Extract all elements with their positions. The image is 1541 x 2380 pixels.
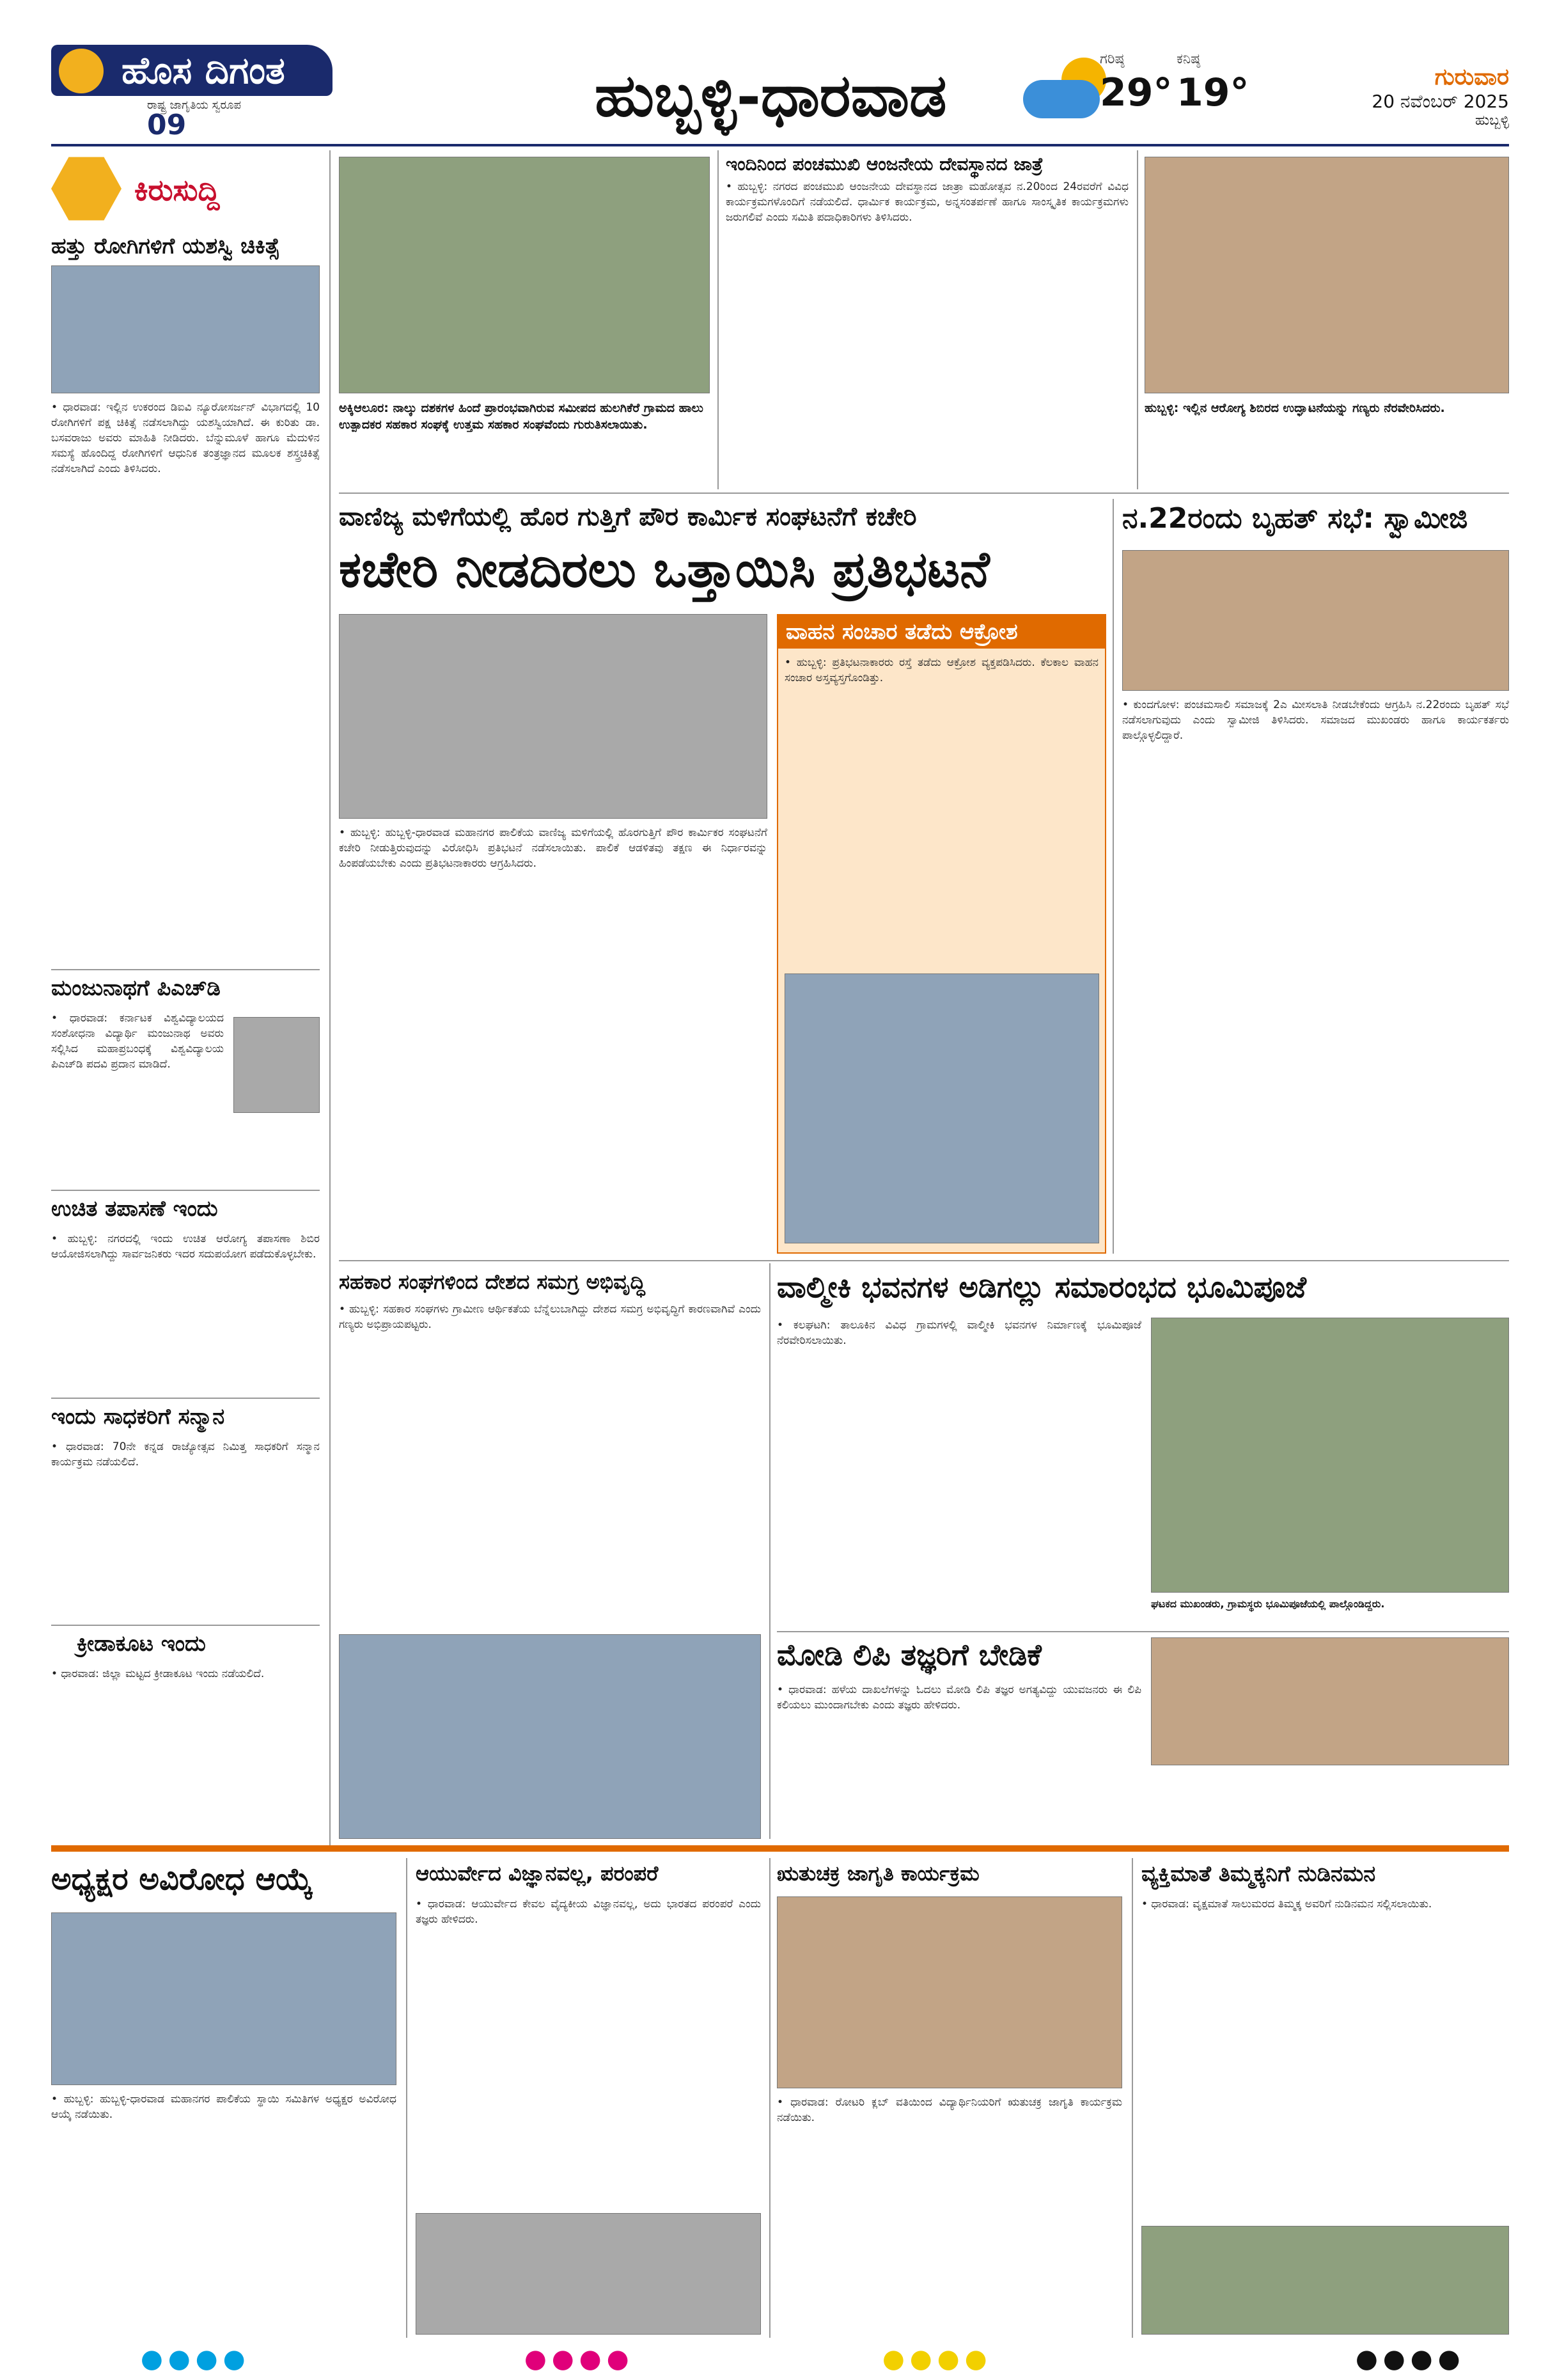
- sidebar-title: ವಾಹನ ಸಂಚಾರ ತಡೆದು ಆಕ್ರೋಶ: [778, 615, 1105, 649]
- brand-tagline: ರಾಷ್ಟ್ರ ಜಾಗೃತಿಯ ಸ್ವರೂಪ: [147, 99, 241, 112]
- divider: [339, 493, 1509, 494]
- story2-body: • ಧಾರವಾಡ: ಕರ್ನಾಟಕ ವಿಶ್ವವಿದ್ಯಾಲಯದ ಸಂಶೋಧನಾ ವಿದ್ಯಾರ್ಥಿ ಮಂಜುನಾಥ ಅವರು ಸಲ್ಲಿಸಿದ ಮಹಾಪ್ರಬಂಧಕ್ಕೆ ವಿಶ್ವವಿದ್ಯಾಲಯ ಪಿಎಚ್‌ಡಿ ಪದವಿ ಪ್ರದಾನ ಮಾಡಿದೆ.: [51, 1012, 224, 1071]
- modi-photo: [1151, 1637, 1509, 1765]
- lead-body: • ಹುಬ್ಬಳ್ಳಿ: ಹುಬ್ಬಳ್ಳಿ-ಧಾರವಾಡ ಮಹಾನಗರ ಪಾಲಿಕೆಯ ವಾಣಿಜ್ಯ ಮಳಿಗೆಯಲ್ಲಿ ಹೊರಗುತ್ತಿಗೆ ಪೌರ ಕಾರ್ಮಿಕರ ಸಂಘಟನೆಗೆ ಕಚೇರಿ ನೀಡುತ್ತಿರುವುದನ್ನು ವಿರೋಧಿಸಿ ಪ್ರತಿಭಟನೆ ನಡೆಸಲಾಯಿತು. ಪಾಲಿಕೆ ಆಡಳಿತವು ತಕ್ಷಣ ಈ ನಿರ್ಧಾರವನ್ನು ಹಿಂಪಡೆಯಬೇಕು ಎಂದು ಪ್ರತಿಭಟನಾಕಾರರು ಆಗ್ರಹಿಸಿದರು.: [339, 826, 767, 870]
- story3-headline: ಉಚಿತ ತಪಾಸಣೆ ಇಂದು: [51, 1196, 218, 1222]
- story5-headline: ಕ್ರೀಡಾಕೂಟ ಇಂದು: [77, 1631, 206, 1657]
- valmiki-photo: [1151, 1318, 1509, 1593]
- edition-title: ಹುಬ್ಬಳ್ಳಿ-ಧಾರವಾಡ: [595, 61, 947, 130]
- bottom-s3-photo: [777, 1896, 1122, 2088]
- valmiki-caption: ಘಟಕದ ಮುಖಂಡರು, ಗ್ರಾಮಸ್ಥರು ಭೂಮಿಪೂಜೆಯಲ್ಲಿ ಪಾಲ್ಗೊಂಡಿದ್ದರು.: [1151, 1598, 1385, 1610]
- modi-headline: ಮೋಡಿ ಲಿಪಿ ತಜ್ಞರಿಗೆ ಬೇಡಿಕೆ: [777, 1637, 1042, 1672]
- story1-body: • ಧಾರವಾಡ: ಇಲ್ಲಿನ ಉಕರಂದ ಡಿಐವಿ ನ್ಯೂರೋಸರ್ಜನ್ ವಿಭಾಗದಲ್ಲಿ 10 ರೋಗಿಗಳಿಗೆ ಪಕ್ಷ ಚಿಕಿತ್ಸೆ ನಡೆಸಲಾಗಿದ್ದು ಯಶಸ್ವಿಯಾಗಿದೆ. ಈ ಕುರಿತು ಡಾ. ಬಸವರಾಜು ಅವರು ಮಾಹಿತಿ ನೀಡಿದರು. ಬೆನ್ನುಮೂಳೆ ಹಾಗೂ ಮೆದುಳಿನ ಸಮಸ್ಯೆ ಹೊಂದಿದ್ದ ರೋಗಿಗಳಿಗೆ ಆಧುನಿಕ ತಂತ್ರಜ್ಞಾನದ ಮೂಲಕ ಶಸ್ತ್ರಚಿಕಿತ್ಸೆ ನಡೆಸಲಾಗಿದೆ ಎಂದು ತಿಳಿಸಿದರು.: [51, 401, 320, 475]
- lead-kicker: ವಾಣಿಜ್ಯ ಮಳಿಗೆಯಲ್ಲಿ ಹೊರ ಗುತ್ತಿಗೆ ಪೌರ ಕಾರ್ಮಿಕ ಸಂಘಟನೆಗೆ ಕಚೇರಿ: [339, 502, 917, 532]
- modi-body: • ಧಾರವಾಡ: ಹಳೆಯ ದಾಖಲೆಗಳನ್ನು ಓದಲು ಮೋಡಿ ಲಿಪಿ ತಜ್ಞರ ಅಗತ್ಯವಿದ್ದು ಯುವಜನರು ಈ ಲಿಪಿ ಕಲಿಯಲು ಮುಂದಾಗಬೇಕು ಎಂದು ತಜ್ಞರು ಹೇಳಿದರು.: [777, 1683, 1141, 1712]
- weekday: ಗುರುವಾರ: [1434, 64, 1509, 90]
- divider: [51, 1625, 320, 1626]
- right-mid-headline: ನ.22ರಂದು ಬೃಹತ್ ಸಭೆ: ಸ್ವಾಮೀಜಿ: [1122, 502, 1468, 535]
- valmiki-body: • ಕಲಘಟಗಿ: ತಾಲೂಕಿನ ವಿವಿಧ ಗ್ರಾಮಗಳಲ್ಲಿ ವಾಲ್ಮೀಕಿ ಭವನಗಳ ನಿರ್ಮಾಣಕ್ಕೆ ಭೂಮಿಪೂಜೆ ನೆರವೇರಿಸಲಾಯಿತು.: [777, 1319, 1141, 1347]
- date: 20 ನವೆಂಬರ್ 2025: [1372, 91, 1509, 112]
- bottom-s4-body: • ಧಾರವಾಡ: ವೃಕ್ಷಮಾತೆ ಸಾಲುಮರದ ತಿಮ್ಮಕ್ಕ ಅವರಿಗೆ ನುಡಿನಮನ ಸಲ್ಲಿಸಲಾಯಿತು.: [1141, 1898, 1432, 1911]
- date-block: [1279, 64, 1509, 129]
- bottom-s3-body: • ಧಾರವಾಡ: ರೋಟರಿ ಕ್ಲಬ್ ವತಿಯಿಂದ ವಿದ್ಯಾರ್ಥಿನಿಯರಿಗೆ ಋತುಚಕ್ರ ಜಾಗೃತಿ ಕಾರ್ಯಕ್ರಮ ನಡೆಯಿತು.: [777, 2096, 1122, 2124]
- divider: [51, 1398, 320, 1399]
- bottom-s1-body: • ಹುಬ್ಬಳ್ಳಿ: ಹುಬ್ಬಳ್ಳಿ-ಧಾರವಾಡ ಮಹಾನಗರ ಪಾಲಿಕೆಯ ಸ್ಥಾಯಿ ಸಮಿತಿಗಳ ಅಧ್ಯಕ್ಷರ ಅವಿರೋಧ ಆಯ್ಕೆ ನಡೆಯಿತು.: [51, 2093, 396, 2121]
- column-divider: [769, 1263, 770, 1839]
- column-divider: [406, 1858, 407, 2338]
- registration-mark: ●●●●: [141, 2344, 251, 2374]
- top-right-caption: ಹುಬ್ಬಳ್ಳಿ: ಇಲ್ಲಿನ ಆರೋಗ್ಯ ಶಿಬಿರದ ಉದ್ಘಾಟನೆಯನ್ನು ಗಣ್ಯರು ನೆರವೇರಿಸಿದರು.: [1145, 401, 1445, 415]
- top-middle-body: • ಹುಬ್ಬಳ್ಳಿ: ನಗರದ ಪಂಚಮುಖಿ ಆಂಜನೇಯ ದೇವಸ್ಥಾನದ ಜಾತ್ರಾ ಮಹೋತ್ಸವ ನ.20ರಿಂದ 24ರವರೆಗೆ ವಿವಿಧ ಕಾರ್ಯಕ್ರಮಗಳೊಂದಿಗೆ ನಡೆಯಲಿದೆ. ಧಾರ್ಮಿಕ ಕಾರ್ಯಕ್ರಮ, ಅನ್ನಸಂತರ್ಪಣೆ ಹಾಗೂ ಸಾಂಸ್ಕೃತಿಕ ಕಾರ್ಯಕ್ರಮಗಳು ಜರುಗಲಿವೆ ಎಂದು ಸಮಿತಿ ಪದಾಧಿಕಾರಿಗಳು ತಿಳಿಸಿದರು.: [726, 180, 1129, 224]
- bottom-s2-headline: ಆಯುರ್ವೇದ ವಿಜ್ಞಾನವಲ್ಲ, ಪರಂಪರೆ: [416, 1861, 659, 1886]
- divider: [51, 969, 320, 970]
- coop-headline: ಸಹಕಾರ ಸಂಘಗಳಿಂದ ದೇಶದ ಸಮಗ್ರ ಅಭಿವೃದ್ಧಿ: [339, 1270, 645, 1294]
- column-divider: [717, 150, 719, 489]
- story1-photo: [51, 265, 320, 393]
- kiru-suddi-header: [51, 154, 320, 224]
- top-right-photo: [1145, 157, 1509, 393]
- column-divider: [1113, 499, 1114, 1254]
- sidebar-body: • ಹುಬ್ಬಳ್ಳಿ: ಪ್ರತಿಭಟನಾಕಾರರು ರಸ್ತೆ ತಡೆದು ಆಕ್ರೋಶ ವ್ಯಕ್ತಪಡಿಸಿದರು. ಕೆಲಕಾಲ ವಾಹನ ಸಂಚಾರ ಅಸ್ತವ್ಯಸ್ತಗೊಂಡಿತ್ತು.: [785, 656, 1099, 684]
- bottom-band-bar: [51, 1845, 1509, 1852]
- divider: [51, 1190, 320, 1191]
- max-temp-label: ಗರಿಷ್ಠ: [1100, 51, 1125, 67]
- divider: [339, 1260, 1509, 1261]
- sidebar-photo: [785, 973, 1099, 1243]
- valmiki-headline: ವಾಲ್ಮೀಕಿ ಭವನಗಳ ಅಡಿಗಲ್ಲು ಸಮಾರಂಭದ ಭೂಮಿಪೂಜೆ: [777, 1270, 1306, 1304]
- lead-photo: [339, 614, 767, 819]
- bottom-s3-headline: ಋತುಚಕ್ರ ಜಾಗೃತಿ ಕಾರ್ಯಕ್ರಮ: [777, 1861, 980, 1886]
- min-temp: 19°: [1177, 70, 1249, 115]
- min-temp-label: ಕನಿಷ್ಠ: [1177, 51, 1201, 67]
- brand-emblem-icon: [59, 49, 104, 93]
- pointing-hand-icon: [51, 154, 121, 224]
- max-temp: 29°: [1100, 70, 1173, 115]
- kiru-label: ಕಿರುಸುದ್ದಿ: [134, 173, 220, 207]
- bottom-s4-headline: ವ್ಯಕ್ತಿಮಾತೆ ತಿಮ್ಮಕ್ಕನಿಗೆ ನುಡಿನಮನ: [1141, 1861, 1376, 1887]
- brand-name: ಹೊಸ ದಿಗಂತ: [51, 45, 332, 96]
- city: ಹುಬ್ಬಳ್ಳಿ: [1475, 113, 1509, 129]
- story2-headline: ಮಂಜುನಾಥಗೆ ಪಿಎಚ್‌ಡಿ: [51, 975, 221, 1001]
- masthead-logo: [51, 45, 332, 141]
- column-divider: [329, 150, 331, 1845]
- story4-body: • ಧಾರವಾಡ: 70ನೇ ಕನ್ನಡ ರಾಜ್ಯೋತ್ಸವ ನಿಮಿತ್ತ ಸಾಧಕರಿಗೆ ಸನ್ಮಾನ ಕಾರ್ಯಕ್ರಮ ನಡೆಯಲಿದೆ.: [51, 1440, 320, 1469]
- coop-body: • ಹುಬ್ಬಳ್ಳಿ: ಸಹಕಾರ ಸಂಘಗಳು ಗ್ರಾಮೀಣ ಆರ್ಥಿಕತೆಯ ಬೆನ್ನೆಲುಬಾಗಿದ್ದು ದೇಶದ ಸಮಗ್ರ ಅಭಿವೃದ್ಧಿಗೆ ಕಾರಣವಾಗಿವೆ ಎಂದು ಗಣ್ಯರು ಅಭಿಪ್ರಾಯಪಟ್ಟರು.: [339, 1303, 761, 1331]
- registration-mark: ●●●●: [1356, 2344, 1466, 2374]
- registration-mark: ●●●●: [524, 2344, 634, 2374]
- temperature-block: [1100, 51, 1253, 128]
- page-number: 09: [147, 109, 187, 141]
- divider: [777, 1631, 1509, 1632]
- story2-portrait: [233, 1017, 320, 1113]
- top-left-caption: ಅಕ್ಕಿಆಲೂರ: ನಾಲ್ಕು ದಶಕಗಳ ಹಿಂದೆ ಪ್ರಾರಂಭವಾಗಿರುವ ಸಮೀಪದ ಹುಲಗಿಕೆರೆ ಗ್ರಾಮದ ಹಾಲು ಉತ್ಪಾದಕರ ಸಹಕಾರ ಸಂಘಕ್ಕೆ ಉತ್ತಮ ಸಹಕಾರ ಸಂಘವೆಂದು ಗುರುತಿಸಲಾಯಿತು.: [339, 401, 703, 432]
- top-middle-headline: ಇಂದಿನಿಂದ ಪಂಚಮುಖಿ ಆಂಜನೇಯ ದೇವಸ್ಥಾನದ ಜಾತ್ರೆ: [726, 154, 1044, 175]
- column-divider: [1132, 1858, 1133, 2338]
- bottom-s1-headline: ಅಧ್ಯಕ್ಷರ ಅವಿರೋಧ ಆಯ್ಕೆ: [51, 1861, 313, 1897]
- lead-headline: ಕಚೇರಿ ನೀಡದಿರಲು ಒತ್ತಾಯಿಸಿ ಪ್ರತಿಭಟನೆ: [339, 540, 990, 599]
- column-divider: [1137, 150, 1138, 489]
- story1-headline: ಹತ್ತು ರೋಗಿಗಳಿಗೆ ಯಶಸ್ವಿ ಚಿಕಿತ್ಸೆ: [51, 233, 280, 259]
- right-mid-body: • ಕುಂದಗೋಳ: ಪಂಚಮಸಾಲಿ ಸಮಾಜಕ್ಕೆ 2ಎ ಮೀಸಲಾತಿ ನೀಡಬೇಕೆಂದು ಆಗ್ರಹಿಸಿ ನ.22ರಂದು ಬೃಹತ್ ಸಭೆ ನಡೆಸಲಾಗುವುದು ಎಂದು ಸ್ವಾಮೀಜಿ ತಿಳಿಸಿದರು. ಸಮಾಜದ ಮುಖಂಡರು ಹಾಗೂ ಕಾರ್ಯಕರ್ತರು ಪಾಲ್ಗೊಳ್ಳಲಿದ್ದಾರೆ.: [1122, 698, 1509, 742]
- story5-body: • ಧಾರವಾಡ: ಜಿಲ್ಲಾ ಮಟ್ಟದ ಕ್ರೀಡಾಕೂಟ ಇಂದು ನಡೆಯಲಿದೆ.: [51, 1667, 265, 1680]
- bottom-s4-photo: [1141, 2226, 1509, 2335]
- story4-headline: ಇಂದು ಸಾಧಕರಿಗೆ ಸನ್ಮಾನ: [51, 1404, 225, 1430]
- lead-sidebar-box: [777, 614, 1106, 1254]
- registration-mark: ●●●●: [882, 2344, 992, 2374]
- coop-photo: [339, 1634, 761, 1839]
- story3-body: • ಹುಬ್ಬಳ್ಳಿ: ನಗರದಲ್ಲಿ ಇಂದು ಉಚಿತ ಆರೋಗ್ಯ ತಪಾಸಣಾ ಶಿಬಿರ ಆಯೋಜಿಸಲಾಗಿದ್ದು ಸಾರ್ವಜನಿಕರು ಇದರ ಸದುಪಯೋಗ ಪಡೆದುಕೊಳ್ಳಬೇಕು.: [51, 1233, 320, 1261]
- bottom-s2-body: • ಧಾರವಾಡ: ಆಯುರ್ವೇದ ಕೇವಲ ವೈದ್ಯಕೀಯ ವಿಜ್ಞಾನವಲ್ಲ, ಅದು ಭಾರತದ ಪರಂಪರೆ ಎಂದು ತಜ್ಞರು ಹೇಳಿದರು.: [416, 1898, 761, 1926]
- header-divider: [51, 144, 1509, 146]
- top-left-photo: [339, 157, 710, 393]
- column-divider: [769, 1858, 770, 2338]
- right-mid-photo: [1122, 550, 1509, 691]
- bottom-s1-photo: [51, 1912, 396, 2085]
- bottom-s2-photo: [416, 2213, 761, 2335]
